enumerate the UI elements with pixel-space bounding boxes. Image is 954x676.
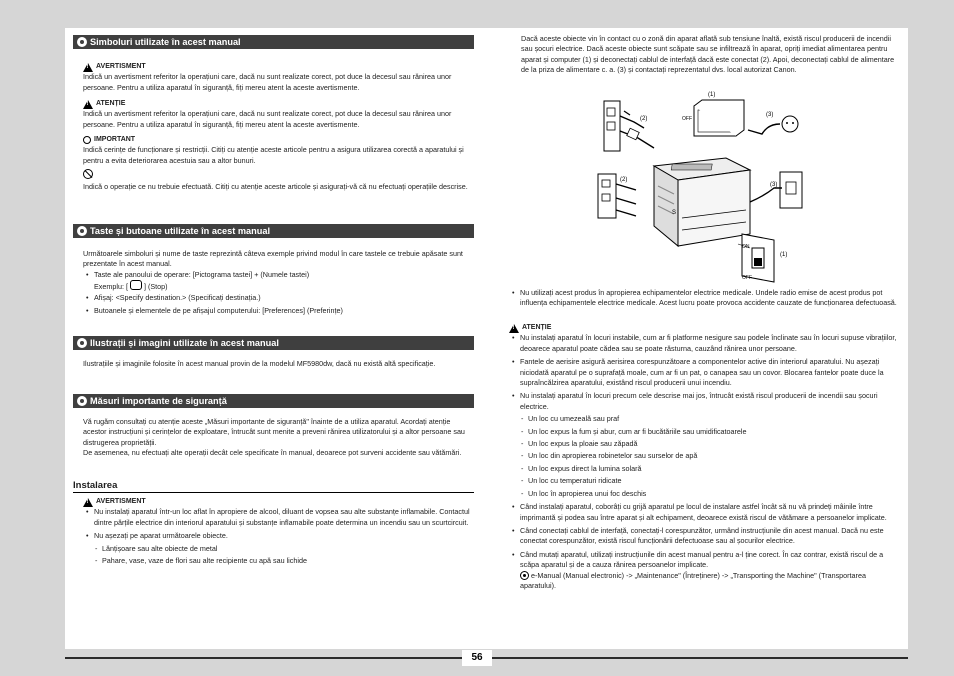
power-outlet-illustration xyxy=(748,112,798,134)
label-3b: (3) xyxy=(770,182,778,188)
section-heading-symbols: Simboluri utilizate în acest manual xyxy=(73,35,474,49)
prohibited-icon xyxy=(83,169,93,179)
caution-block xyxy=(83,99,474,130)
list-item: - Un loc din apropierea robinetelor sau surselor de apă xyxy=(509,451,899,461)
important-text: Indică cerințe de funcționare și restricții. Citiți cu atenție aceste articole pentru a asigura utilizarea corectă a aparatului și pentru a evita deteriorarea acestuia sau a altor bunuri. xyxy=(83,145,464,165)
section-bullet-icon xyxy=(77,37,87,47)
list-item: • Fantele de aerisire asigură aerisirea corespunzătoare a componentelor active din interiorul aparatului. Nu așezați niciodată aparatul pe o suprafață moale, cum ar fi un pat, o canapea sau un covor. Blocarea fantelor poate duce la supraîncălzirea aparatului, existând riscul producerii unui incendiu. xyxy=(509,357,899,388)
label-1b: (1) xyxy=(780,252,788,258)
important-block xyxy=(83,135,474,166)
safety-text-1: Vă rugăm consultați cu atenție aceste „Măsuri importante de siguranță" înainte de a utiliza aparatul. Acordați atenție acestor instrucțiuni și cerințelor de exploatare, întrucât sunt menite a preveni rănirea utilizatorului și a altor persoane sau distrugerea proprietății. xyxy=(83,417,465,447)
warning-label: AVERTISMENT xyxy=(96,498,146,505)
warning-label: AVERTISMENT xyxy=(96,63,146,70)
computer-off-label: OFF xyxy=(682,116,692,122)
section-heading-illustrations: Ilustrații și imagini utilizate în acest manual xyxy=(73,336,474,350)
interface-cable-illustration xyxy=(598,174,636,218)
label-2b: (2) xyxy=(620,177,628,183)
switch-off-label: OFF xyxy=(742,275,752,281)
page-number: 56 xyxy=(462,650,492,666)
caution-icon xyxy=(509,324,519,333)
list-item: • Când conectați cablul de interfață, conectați-l corespunzător, urmând instrucțiunile din acest manual. Dacă nu este conectat corespunzător, există riscul funcționării defectuoase sau al șocurilor electrice. xyxy=(509,526,899,547)
caution-list-block xyxy=(509,323,899,591)
list-item: • Nu așezați pe aparat următoarele obiecte. xyxy=(83,531,474,541)
interface-port-illustration xyxy=(604,101,654,151)
safety-text-2: De asemenea, nu efectuați alte operații decât cele specificate în manual, deoarece pot surveni accidente sau vătămări. xyxy=(83,448,462,458)
list-item: • Butoanele și elementele de pe afișajul computerului: [Preferences] (Preferințe) xyxy=(83,306,474,316)
important-icon xyxy=(83,136,91,144)
list-item: - Un loc expus la fum și abur, cum ar fi bucătăriile sau umidificatoarele xyxy=(509,427,899,437)
printer-illustration xyxy=(654,158,750,246)
list-item: • Nu instalați aparatul în locuri precum cele descrise mai jos, întrucât există riscul producerii de incendii sau șocuri electrice. xyxy=(509,391,899,412)
section-heading-keys: Taste și butoane utilizate în acest manual xyxy=(73,224,474,238)
installation-heading: Instalarea xyxy=(73,479,474,493)
list-item: - Pahare, vase, vaze de flori sau alte recipiente cu apă sau lichide xyxy=(83,556,474,566)
caution-label: ATENȚIE xyxy=(96,100,126,107)
warning-text: Indică un avertisment referitor la operațiuni care, dacă nu sunt realizate corect, pot duce la decesul sau rănirea unor persoane. Pentru a utiliza aparatul în siguranță, fiți mereu atent la aceste avertismente. xyxy=(83,72,452,92)
label-2: (2) xyxy=(640,116,648,122)
section-bullet-icon xyxy=(77,226,87,236)
list-item: • Nu instalați aparatul într-un loc aflat în apropiere de alcool, diluant de vopsea sau alte substanțe inflamabile. Contactul dintre părțile electrice din interiorul aparatului și substanțe inflamabile poate determina un incendiu sau un scurtcircuit. xyxy=(83,507,474,528)
safety-intro xyxy=(83,417,474,459)
list-item: • Când instalați aparatul, coborâți cu grijă aparatul pe locul de instalare astfel încât să nu vă prindeți mâinile între imprimantă și podea sau între aparat și alt echipament, deoarece există riscul de vătămare a persoanelor implicate. xyxy=(509,502,899,523)
list-item: - Un loc cu umezeală sau praf xyxy=(509,414,899,424)
power-switch-illustration xyxy=(738,234,787,282)
warning-block xyxy=(83,62,474,93)
list-item: • Nu instalați aparatul în locuri instabile, cum ar fi platforme nesigure sau podele înclinate sau în locuri supuse vibrațiilor, deoarece aparatul poate cădea sau se poate răsturna, cauzând rănirea unor persoane. xyxy=(509,333,899,354)
printer-power-cord-illustration xyxy=(750,172,802,208)
stop-key-icon xyxy=(130,280,142,290)
installation-warning-block xyxy=(83,497,474,566)
caution-label: ATENȚIE xyxy=(522,324,552,331)
label-1: (1) xyxy=(708,92,716,98)
list-item: - Un loc cu temperaturi ridicate xyxy=(509,476,899,486)
warning-icon xyxy=(83,498,93,507)
emanual-link-text[interactable]: e-Manual (Manual electronic) -> „Maintenance" (Întreținere) -> „Transporting the Machine" (Transportarea aparatului). xyxy=(520,570,866,590)
section-bullet-icon xyxy=(77,338,87,348)
switch-on-label: ON xyxy=(742,244,750,250)
section-heading-safety: Măsuri importante de siguranță xyxy=(73,394,474,408)
illustrations-text: Ilustrațiile și imaginile folosite în acest manual provin de la modelul MF5980dw, dacă nu există altă specificație. xyxy=(83,359,436,368)
list-item: - Lănțișoare sau alte obiecte de metal xyxy=(83,544,474,554)
disconnect-diagram xyxy=(594,86,810,286)
list-item: • Taste ale panoului de operare: [Pictograma tastei] + (Numele tastei) Exemplu: [ ] (Stop) xyxy=(83,270,474,293)
keys-intro: Următoarele simboluri și nume de taste reprezintă câteva exemple privind modul în care tastele ce trebuie apăsate sunt prezentate în acest manual. xyxy=(83,249,463,269)
section-bullet-icon xyxy=(77,396,87,406)
label-3: (3) xyxy=(766,112,774,118)
list-item: • Când mutați aparatul, utilizați instrucțiunile din acest manual pentru a-l ține corect. În caz contrar, există riscul de a scăpa aparatul și de a cauza rănirea persoanelor implicate. xyxy=(509,550,899,571)
prohibited-text: Indică o operație ce nu trebuie efectuată. Citiți cu atenție aceste articole și asigurați-vă că nu efectuați operațiile descrise. xyxy=(83,182,468,192)
caution-icon xyxy=(83,100,93,109)
emanual-icon xyxy=(520,571,529,580)
important-label: IMPORTANT xyxy=(94,136,136,143)
keys-section-body xyxy=(83,249,474,316)
list-item: • Afișaj: <Specify destination.> (Specificați destinația.) xyxy=(83,293,474,303)
svg-text:S: S xyxy=(672,210,677,216)
list-item: - Un loc expus direct la lumina solară xyxy=(509,464,899,474)
emanual-reference xyxy=(509,571,899,592)
caution-text: Indică un avertisment referitor la operațiuni care, dacă nu sunt realizate corect, pot duce la decesul sau rănirea unor persoane. Pentru a utiliza aparatul în siguranță, fiți mereu atent la aceste avertismente. xyxy=(83,109,452,129)
prohibited-block xyxy=(83,169,474,193)
list-item: - Un loc expus la ploaie sau zăpadă xyxy=(509,439,899,449)
list-item: - Un loc în apropierea unui foc deschis xyxy=(509,489,899,499)
computer-illustration xyxy=(640,92,744,136)
list-item: • Nu utilizați acest produs în apropierea echipamentelor electrice medicale. Undele radio emise de acest produs pot influența echipamentele electrice medicale. Acest lucru poate provoca accidente cauzate de funcționarea defectuoasă. xyxy=(509,288,899,309)
warning-icon xyxy=(83,63,93,72)
hazard-text: Dacă aceste obiecte vin în contact cu o zonă din aparat aflată sub tensiune înaltă, există riscul producerii de incendii sau șocuri electrice. Dacă aceste obiecte sunt scăpate sau se infiltrează în aparat, opriți imediat alimentarea pentru aparat și computer (1) și deconectați cablul de interfață dacă este conectat (2). Apoi, deconectați cablul de alimentare de la priza de alimentare c. a. (3) și contactați reprezentatul dvs. local autorizat Canon. xyxy=(521,34,895,75)
